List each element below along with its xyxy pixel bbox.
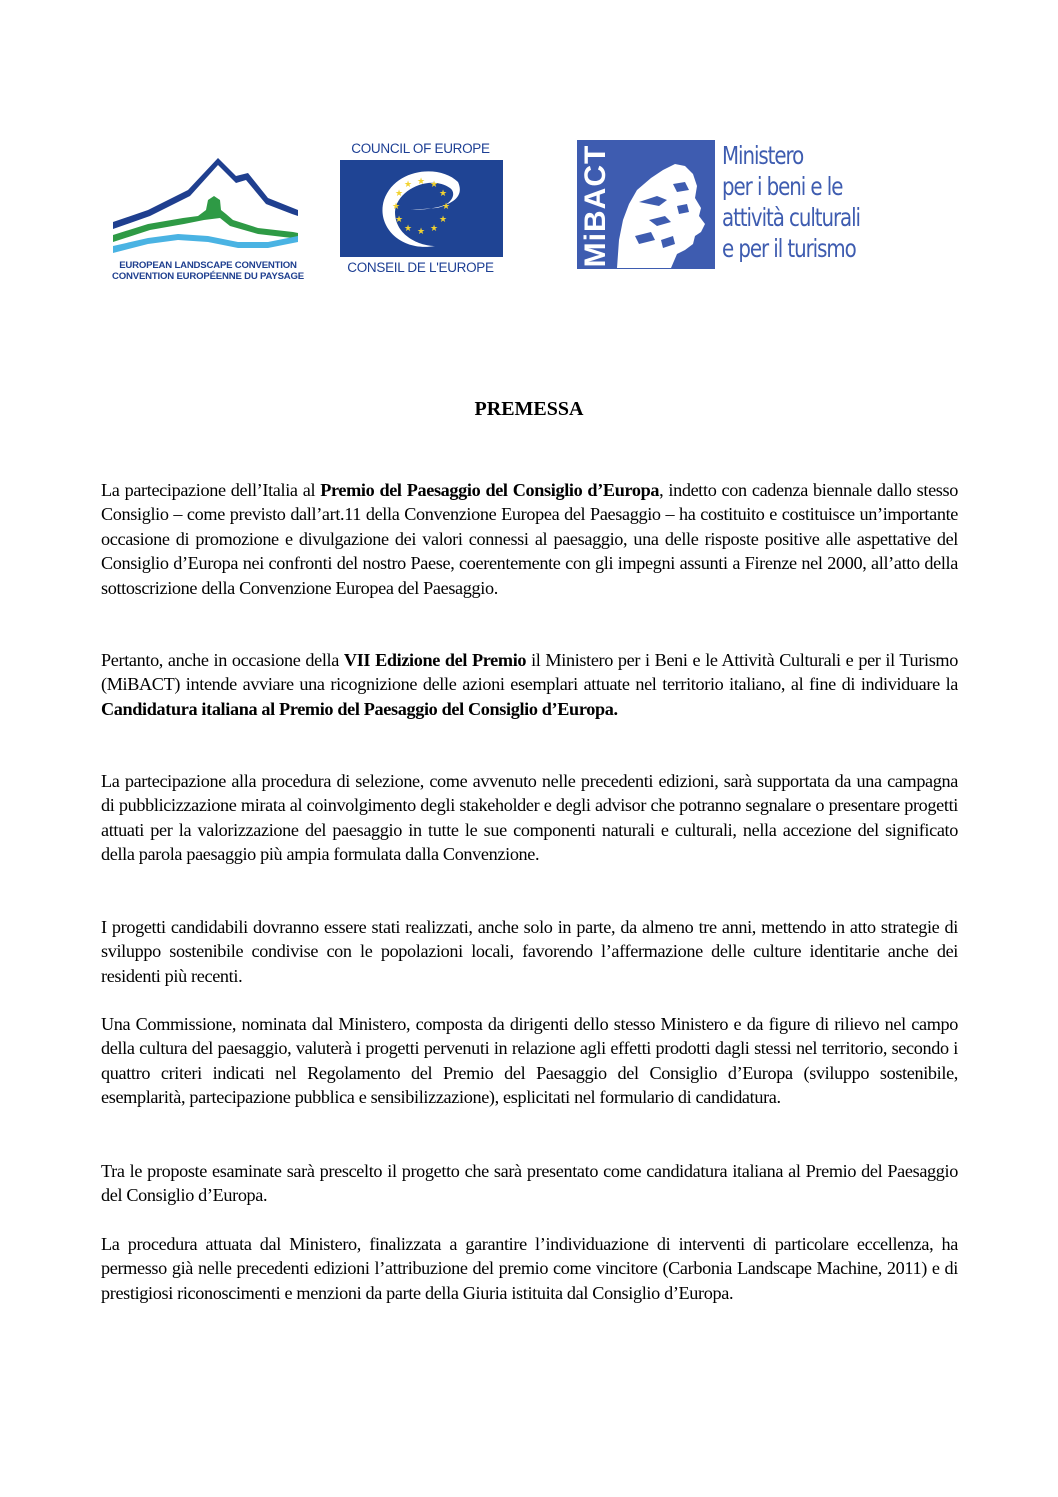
bold-text-segment: VII Edizione del Premio <box>343 650 527 670</box>
text-segment: Pertanto, anche in occasione della <box>101 650 344 670</box>
mibact-line-1: Ministero <box>722 141 804 170</box>
council-of-europe-logo <box>337 140 504 280</box>
paragraph-7 <box>101 1232 958 1305</box>
svg-text:★: ★ <box>441 202 451 212</box>
mibact-line-2: per i beni e le <box>722 172 843 201</box>
svg-text:★: ★ <box>438 189 448 199</box>
text-segment: La procedura attuata dal Ministero, finalizzata a garantire l’individuazione di interventi di particolare eccellenza, ha permesso già nelle precedenti edizioni l’attribuzione del premio come vincitore (Carbonia Landscape Machine, 2011) e di prestigiosi riconoscimenti e menzioni da parte della Giuria istituita dal Consiglio d’Europa. <box>101 1234 958 1303</box>
paragraph-4 <box>101 915 958 988</box>
svg-text:★: ★ <box>394 215 404 225</box>
bold-text-segment: Premio del Paesaggio del Consiglio d’Europa <box>320 480 660 500</box>
mibact-line-4: e per il turismo <box>722 234 856 263</box>
mibact-line-3: attività culturali <box>722 203 861 232</box>
text-segment: La partecipazione alla procedura di selezione, come avvenuto nelle precedenti edizioni, sarà supportata da una campagna di pubblicizzazione mirata al coinvolgimento degli stakeholder e degli advisor che potranno segnalare o presentare progetti attuati per la valorizzazione del paesaggio in tutte le sue componenti naturali e culturali, nella accezione del significato della parola paesaggio più ampia formulata dalla Convenzione. <box>101 771 958 865</box>
svg-text:★: ★ <box>416 177 426 187</box>
coe-title-french: CONSEIL DE L'EUROPE <box>347 260 494 275</box>
european-landscape-convention-logo <box>108 140 308 280</box>
coe-flag <box>340 160 503 257</box>
mibact-name <box>722 140 912 264</box>
elc-caption-english: EUROPEAN LANDSCAPE CONVENTION <box>119 260 297 271</box>
paragraph-3 <box>101 769 958 867</box>
text-segment: Una Commissione, nominata dal Ministero, composta da dirigenti dello stesso Ministero e da figure di rilievo nel campo della cultura del paesaggio, valuterà i progetti pervenuti in relazione agli effetti prodotti dagli stessi nel territorio, secondo i quattro criteri indicati nel Regolamento del Premio del Paesaggio del Consiglio d’Europa (sviluppo sostenibile, esemplarità, partecipazione pubblica e sensibilizzazione), esplicitati nel formulario di candidatura. <box>101 1014 958 1108</box>
text-segment: Tra le proposte esaminate sarà prescelto il progetto che sarà presentato come candidatura italiana al Premio del Paesaggio del Consiglio d’Europa. <box>101 1161 958 1206</box>
landscape-mountain-icon <box>108 140 308 260</box>
svg-text:★: ★ <box>403 224 413 234</box>
bold-text-segment: Candidatura italiana al Premio del Paesaggio del Consiglio d’Europa. <box>101 698 618 719</box>
svg-text:★: ★ <box>429 180 439 190</box>
mibact-logo <box>577 140 907 270</box>
svg-text:★: ★ <box>429 224 439 234</box>
paragraph-1 <box>101 478 958 600</box>
svg-text:★: ★ <box>438 215 448 225</box>
svg-text:★: ★ <box>416 227 426 237</box>
svg-text:★: ★ <box>403 180 413 190</box>
mibact-emblem <box>577 140 715 269</box>
document-title: PREMESSA <box>474 398 584 420</box>
text-segment: La partecipazione dell’Italia al <box>101 480 321 500</box>
paragraph-5 <box>101 1012 958 1110</box>
text-segment: il Ministero per i Beni e le Attività Culturali e per il Turismo (MiBACT) intende avviare una ricognizione delle azioni esemplari attuate nel territorio italiano, al fine di individuare la <box>101 650 958 695</box>
paragraph-2 <box>101 648 958 721</box>
paragraph-6 <box>101 1159 958 1208</box>
text-segment: I progetti candidabili dovranno essere stati realizzati, anche solo in parte, da almeno tre anni, mettendo in atto strategie di sviluppo sostenibile condivise con le popolazioni locali, favorendo l’affermazione delle culture identitarie anche dei residenti più recenti. <box>101 917 958 986</box>
svg-text:★: ★ <box>394 189 404 199</box>
text-segment: , indetto con cadenza biennale dallo stesso Consiglio – come previsto dall’art.11 della Convenzione Europea del Paesaggio – ha costituito e costituisce un’importante occasione di promozione e divulgazione dei valori connessi al paesaggio, una delle risposte positive alle aspettative del Consiglio d’Europa nei confronti del nostro Paese, coerentemente con gli impegni assunti a Firenze nel 2000, all’atto della sottoscrizione della Convenzione Europea del Paesaggio. <box>101 480 958 598</box>
elc-caption-french: CONVENTION EUROPÉENNE DU PAYSAGE <box>112 271 304 282</box>
svg-text:★: ★ <box>391 202 401 212</box>
coe-stars-emblem-icon <box>340 160 503 257</box>
statue-head-icon <box>577 140 715 269</box>
mibact-acronym: MiBACT <box>579 144 612 268</box>
coe-title-english: COUNCIL OF EUROPE <box>351 141 490 156</box>
